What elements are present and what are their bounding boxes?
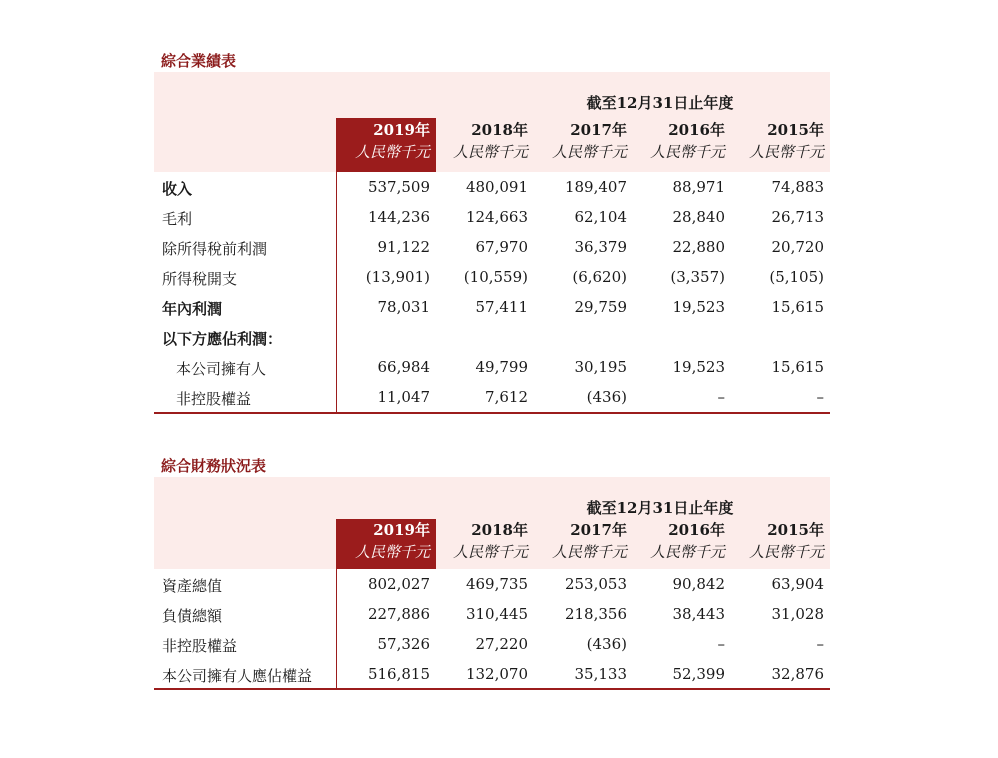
unit-header: 人民幣千元	[748, 143, 824, 161]
row-label: 本公司擁有人應佔權益	[162, 667, 313, 685]
value-cell: 227,886	[367, 605, 430, 623]
value-cell: –	[717, 388, 725, 406]
year-header: 2019年	[373, 521, 430, 539]
value-cell: 31,028	[771, 605, 824, 623]
table-row	[154, 352, 830, 382]
value-cell: 19,523	[672, 298, 725, 316]
value-cell: 310,445	[465, 605, 528, 623]
unit-header: 人民幣千元	[354, 143, 430, 161]
table-row	[154, 292, 830, 322]
value-cell: (436)	[586, 388, 627, 406]
value-cell: 36,379	[574, 238, 627, 256]
value-cell: 28,840	[672, 208, 725, 226]
value-cell: 57,326	[377, 635, 430, 653]
year-header: 2018年	[471, 521, 528, 539]
value-cell: 469,735	[465, 575, 528, 593]
table-row	[154, 599, 830, 629]
unit-header: 人民幣千元	[649, 143, 725, 161]
value-cell: 52,399	[672, 665, 725, 683]
unit-header: 人民幣千元	[551, 143, 627, 161]
section-title-results: 綜合業績表	[161, 52, 237, 70]
table-row	[154, 232, 830, 262]
value-cell: 480,091	[465, 178, 528, 196]
value-cell: –	[816, 388, 824, 406]
value-cell: 74,883	[771, 178, 824, 196]
year-header: 2018年	[471, 121, 528, 139]
value-cell: 132,070	[465, 665, 528, 683]
value-cell: 62,104	[574, 208, 627, 226]
row-label: 收入	[162, 180, 193, 198]
value-cell: 802,027	[367, 575, 430, 593]
row-label: 資產總值	[162, 577, 223, 595]
value-cell: 78,031	[377, 298, 430, 316]
table-row	[154, 202, 830, 232]
table-body	[154, 172, 830, 412]
table-row	[154, 659, 830, 689]
value-cell: (10,559)	[463, 268, 528, 286]
value-cell: 66,984	[377, 358, 430, 376]
results-table	[154, 72, 830, 412]
value-cell: 218,356	[564, 605, 627, 623]
value-cell: –	[717, 635, 725, 653]
table-row	[154, 322, 830, 352]
table-row	[154, 262, 830, 292]
row-label: 負債總額	[162, 607, 223, 625]
value-cell: 27,220	[475, 635, 528, 653]
table-header	[154, 72, 830, 172]
value-cell: –	[816, 635, 824, 653]
value-cell: 537,509	[367, 178, 430, 196]
table-row	[154, 629, 830, 659]
value-cell: 32,876	[771, 665, 824, 683]
row-label: 年內利潤	[162, 300, 223, 318]
value-cell: (5,105)	[769, 268, 824, 286]
year-header: 2019年	[373, 121, 430, 139]
value-cell: (13,901)	[365, 268, 430, 286]
value-cell: 26,713	[771, 208, 824, 226]
value-cell: 91,122	[377, 238, 430, 256]
table-row	[154, 172, 830, 202]
year-header: 2016年	[668, 521, 725, 539]
table-header	[154, 477, 830, 569]
value-cell: 124,663	[465, 208, 528, 226]
value-cell: 22,880	[672, 238, 725, 256]
row-label: 本公司擁有人	[176, 360, 267, 378]
value-cell: 90,842	[672, 575, 725, 593]
table-row	[154, 569, 830, 599]
value-cell: 67,970	[475, 238, 528, 256]
value-cell: 49,799	[475, 358, 528, 376]
unit-header: 人民幣千元	[354, 543, 430, 561]
year-header: 2017年	[570, 121, 627, 139]
value-cell: (3,357)	[670, 268, 725, 286]
row-label: 以下方應佔利潤：	[162, 330, 283, 348]
row-label: 除所得稅前利潤	[162, 240, 268, 258]
value-cell: (6,620)	[572, 268, 627, 286]
year-header: 2015年	[767, 121, 824, 139]
value-cell: 15,615	[771, 358, 824, 376]
table-body	[154, 569, 830, 689]
year-header: 2015年	[767, 521, 824, 539]
header-band-label: 截至12月31日止年度	[586, 94, 734, 112]
row-label: 毛利	[162, 210, 193, 228]
value-cell: 19,523	[672, 358, 725, 376]
value-cell: 253,053	[564, 575, 627, 593]
value-cell: 35,133	[574, 665, 627, 683]
unit-header: 人民幣千元	[748, 543, 824, 561]
value-cell: 57,411	[475, 298, 528, 316]
value-cell: 11,047	[377, 388, 430, 406]
row-label: 非控股權益	[176, 390, 252, 408]
value-cell: 516,815	[367, 665, 430, 683]
row-label: 所得稅開支	[162, 270, 238, 288]
row-label: 非控股權益	[162, 637, 238, 655]
value-cell: 144,236	[367, 208, 430, 226]
value-cell: 63,904	[771, 575, 824, 593]
year-header: 2016年	[668, 121, 725, 139]
value-cell: 189,407	[564, 178, 627, 196]
value-cell: 15,615	[771, 298, 824, 316]
financial-position-table	[154, 477, 830, 689]
value-cell: 7,612	[485, 388, 528, 406]
year-header: 2017年	[570, 521, 627, 539]
value-cell: 30,195	[574, 358, 627, 376]
unit-header: 人民幣千元	[551, 543, 627, 561]
header-band-label: 截至12月31日止年度	[586, 499, 734, 517]
table-bottom-rule	[154, 688, 830, 690]
value-cell: 20,720	[771, 238, 824, 256]
unit-header: 人民幣千元	[452, 143, 528, 161]
table-bottom-rule	[154, 412, 830, 414]
value-cell: 29,759	[574, 298, 627, 316]
value-cell: 38,443	[672, 605, 725, 623]
unit-header: 人民幣千元	[649, 543, 725, 561]
unit-header: 人民幣千元	[452, 543, 528, 561]
table-row	[154, 382, 830, 412]
value-cell: (436)	[586, 635, 627, 653]
value-cell: 88,971	[672, 178, 725, 196]
section-title-financial-position: 綜合財務狀況表	[161, 457, 267, 475]
